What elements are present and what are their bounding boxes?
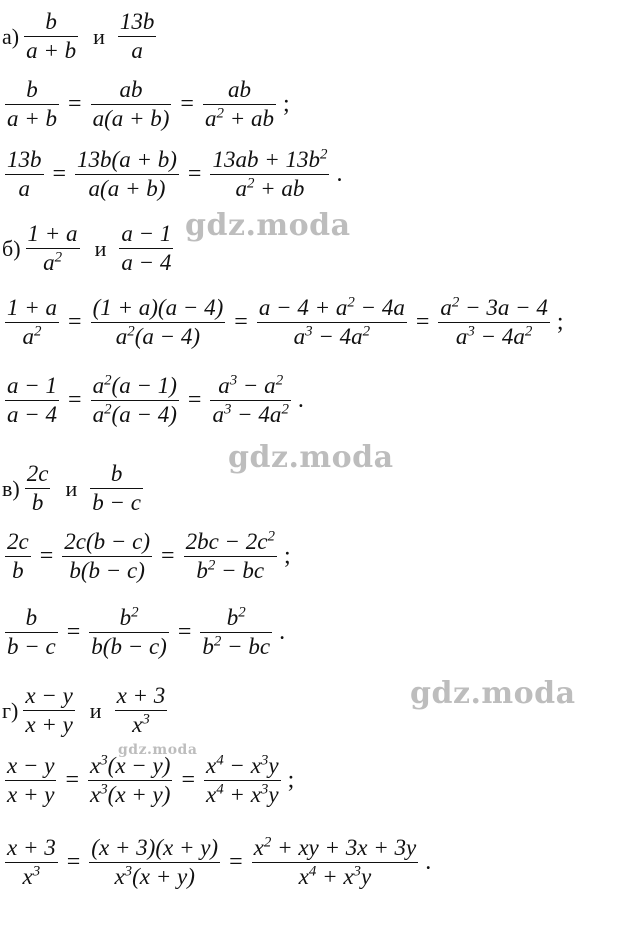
equation-line <box>2 836 431 889</box>
fraction-bar <box>119 248 173 249</box>
fraction <box>257 296 407 349</box>
fraction <box>91 78 172 131</box>
watermark: gdz.moda <box>185 208 351 243</box>
fraction <box>5 374 59 427</box>
fraction-denominator: b(b − c) <box>91 634 167 660</box>
equation-line <box>2 148 342 201</box>
fraction-denominator: x + y <box>7 782 55 808</box>
equals-sign: = <box>68 309 82 336</box>
fraction-denominator: $a^2(a - 4)$ <box>92 401 177 428</box>
punctuation: . <box>336 161 343 188</box>
fraction <box>75 148 179 201</box>
fraction-numerator: 13b <box>119 9 155 34</box>
fraction <box>210 148 329 201</box>
fraction-bar <box>118 36 157 37</box>
fraction <box>62 530 152 583</box>
conjunction: и <box>93 23 105 49</box>
fraction-numerator: $x^2$ + xy + 3x + 3y <box>253 834 417 860</box>
fraction-numerator: 1 + a <box>7 295 58 320</box>
fraction-denominator: a(a + b) <box>92 106 170 132</box>
fraction <box>184 530 277 583</box>
fraction-denominator: $a^2$ + ab <box>235 175 305 202</box>
punctuation: ; <box>282 91 290 118</box>
equation-line <box>2 754 294 807</box>
equals-sign: = <box>187 161 202 188</box>
fraction-numerator: ab <box>119 77 143 102</box>
task-heading <box>2 684 170 737</box>
fraction-bar <box>203 104 276 105</box>
fraction <box>118 10 157 63</box>
fraction <box>5 148 44 201</box>
fraction-denominator: $a^3 - 4a^2$ <box>212 401 289 428</box>
fraction <box>203 78 276 131</box>
fraction-denominator: a <box>18 176 30 202</box>
fraction-denominator: $x^4 + x^3y$ <box>205 781 279 808</box>
fraction-numerator: b <box>26 77 38 102</box>
fraction-denominator: a <box>131 38 143 64</box>
fraction-bar <box>91 104 172 105</box>
fraction-bar <box>257 322 407 323</box>
fraction-numerator: x − y <box>25 683 73 708</box>
fraction-numerator: $a^3 - a^2$ <box>218 372 284 398</box>
fraction-numerator: $a^2 - 3a - 4$ <box>440 294 548 320</box>
fraction-bar <box>5 104 59 105</box>
equals-sign: = <box>52 161 67 188</box>
fraction-bar <box>5 862 58 863</box>
fraction-numerator: $a - 4 + a^2 - 4a$ <box>258 294 405 320</box>
fraction <box>210 374 290 427</box>
fraction <box>88 754 172 807</box>
task-label: б) <box>2 235 21 261</box>
fraction <box>438 296 550 349</box>
equals-sign: = <box>234 309 248 336</box>
fraction-bar <box>89 632 169 633</box>
conjunction: и <box>65 475 78 501</box>
fraction <box>26 222 80 275</box>
fraction-bar <box>75 174 179 175</box>
punctuation: ; <box>287 767 295 794</box>
fraction-numerator: a − 1 <box>121 221 172 246</box>
equation-line <box>2 296 564 349</box>
task-label: г) <box>2 697 19 723</box>
fraction-numerator: $x^3(x - y)$ <box>89 752 171 778</box>
task-label: а) <box>2 23 20 49</box>
punctuation: ; <box>283 543 291 570</box>
fraction-denominator: a + b <box>26 38 77 64</box>
watermark: gdz.moda <box>228 440 394 475</box>
fraction-numerator: x + 3 <box>116 683 166 708</box>
fraction-denominator: b(b − c) <box>69 558 145 584</box>
equals-sign: = <box>229 849 243 876</box>
fraction-denominator: a(a + b) <box>88 176 166 202</box>
fraction-bar <box>252 862 419 863</box>
fraction-bar <box>90 488 143 489</box>
task-label: в) <box>2 475 20 501</box>
fraction <box>115 684 168 737</box>
equals-sign: = <box>39 543 54 570</box>
fraction-numerator: $2bc - 2c^2$ <box>185 528 275 554</box>
fraction-bar <box>210 174 329 175</box>
fraction <box>119 222 173 275</box>
fraction-denominator: a − 4 <box>121 250 172 276</box>
fraction-bar <box>5 556 31 557</box>
fraction <box>252 836 419 889</box>
fraction <box>23 684 74 737</box>
fraction <box>5 836 58 889</box>
fraction <box>200 606 272 659</box>
equals-sign: = <box>66 849 81 876</box>
punctuation: . <box>297 387 304 414</box>
fraction-numerator: $b^2$ <box>226 604 246 630</box>
equals-sign: = <box>66 619 81 646</box>
equation-line <box>2 530 291 583</box>
punctuation: ; <box>556 309 564 336</box>
fraction-numerator: b <box>110 461 123 486</box>
fraction <box>89 836 220 889</box>
fraction <box>91 296 226 349</box>
fraction-denominator: $x^4 + x^3y$ <box>298 863 372 890</box>
fraction-numerator: 2c(b − c) <box>64 529 151 554</box>
equation-line <box>2 78 290 131</box>
fraction-denominator: $a^2$ <box>43 249 63 276</box>
fraction-numerator: 2c <box>26 461 49 486</box>
equals-sign: = <box>181 767 195 794</box>
fraction-numerator: $a^2(a - 1)$ <box>92 372 177 398</box>
fraction-numerator: $13ab + 13b^2$ <box>212 146 328 172</box>
fraction-denominator: $a^2$ + ab <box>204 105 274 132</box>
equals-sign: = <box>68 387 82 414</box>
fraction-numerator: x + 3 <box>7 835 56 860</box>
fraction <box>5 296 59 349</box>
fraction-numerator: 1 + a <box>27 221 78 246</box>
fraction <box>5 606 58 659</box>
fraction-numerator: (1 + a)(a − 4) <box>92 295 224 320</box>
equals-sign: = <box>68 91 82 118</box>
fraction-bar <box>5 322 59 323</box>
fraction-numerator: 13b(a + b) <box>77 147 177 172</box>
fraction-bar <box>438 322 550 323</box>
fraction <box>5 530 31 583</box>
fraction-numerator: ab <box>227 77 251 102</box>
task-heading <box>2 10 159 63</box>
fraction-numerator: a − 1 <box>7 373 58 398</box>
fraction-denominator: a + b <box>7 106 58 132</box>
equals-sign: = <box>161 543 175 570</box>
fraction-denominator: b − c <box>7 634 56 660</box>
fraction-numerator: 13b <box>7 147 42 172</box>
fraction <box>90 462 143 515</box>
fraction <box>89 606 169 659</box>
fraction-bar <box>91 322 226 323</box>
equals-sign: = <box>65 767 79 794</box>
equals-sign: = <box>187 387 202 414</box>
fraction-bar <box>210 400 290 401</box>
equation-line <box>2 606 285 659</box>
fraction-denominator: $a^3 - 4a^2$ <box>455 323 533 350</box>
fraction-bar <box>25 488 51 489</box>
punctuation: . <box>425 849 432 876</box>
fraction-numerator: $b^2$ <box>119 604 139 630</box>
fraction-denominator: $x^3$ <box>132 711 150 738</box>
conjunction: и <box>94 235 107 261</box>
fraction-denominator: b − c <box>92 490 141 516</box>
fraction-numerator: b <box>25 605 38 630</box>
fraction-bar <box>23 710 74 711</box>
fraction-denominator: $b^2$ − bc <box>196 557 265 584</box>
fraction-bar <box>5 780 56 781</box>
fraction-denominator: $a^2$ <box>22 323 42 350</box>
fraction <box>91 374 179 427</box>
equals-sign: = <box>177 619 192 646</box>
fraction-bar <box>200 632 272 633</box>
fraction-numerator: b <box>45 9 57 34</box>
fraction-denominator: x + y <box>25 712 73 738</box>
fraction-denominator: $x^3(x + y)$ <box>114 863 195 890</box>
fraction-bar <box>115 710 168 711</box>
fraction <box>24 10 78 63</box>
watermark: gdz.moda <box>118 742 198 758</box>
fraction-bar <box>5 174 44 175</box>
fraction-denominator: $b^2$ − bc <box>202 633 271 660</box>
fraction-bar <box>5 632 58 633</box>
fraction-numerator: $x^4 - x^3y$ <box>205 752 279 778</box>
fraction-bar <box>26 248 80 249</box>
fraction <box>5 78 59 131</box>
equation-line <box>2 374 304 427</box>
fraction-denominator: $x^3(x + y)$ <box>89 781 171 808</box>
conjunction: и <box>89 697 102 723</box>
fraction-bar <box>24 36 78 37</box>
equals-sign: = <box>415 309 430 336</box>
watermark: gdz.moda <box>410 676 576 711</box>
fraction-numerator: x − y <box>7 753 55 778</box>
fraction-denominator: b <box>31 490 44 516</box>
fraction-numerator: 2c <box>7 529 29 554</box>
fraction <box>25 462 51 515</box>
fraction-denominator: $a^2(a - 4)$ <box>115 323 201 350</box>
fraction-denominator: $x^3$ <box>22 863 41 890</box>
equals-sign: = <box>180 91 194 118</box>
fraction <box>5 754 56 807</box>
fraction-bar <box>5 400 59 401</box>
fraction-bar <box>89 862 220 863</box>
task-heading <box>2 222 176 275</box>
fraction-bar <box>184 556 277 557</box>
fraction-denominator: a − 4 <box>7 402 58 428</box>
punctuation: . <box>279 619 286 646</box>
task-heading <box>2 462 146 515</box>
fraction <box>204 754 281 807</box>
fraction-denominator: $a^3 - 4a^2$ <box>293 323 371 350</box>
fraction-denominator: b <box>12 558 24 584</box>
fraction-bar <box>62 556 152 557</box>
fraction-numerator: (x + 3)(x + y) <box>91 835 219 860</box>
